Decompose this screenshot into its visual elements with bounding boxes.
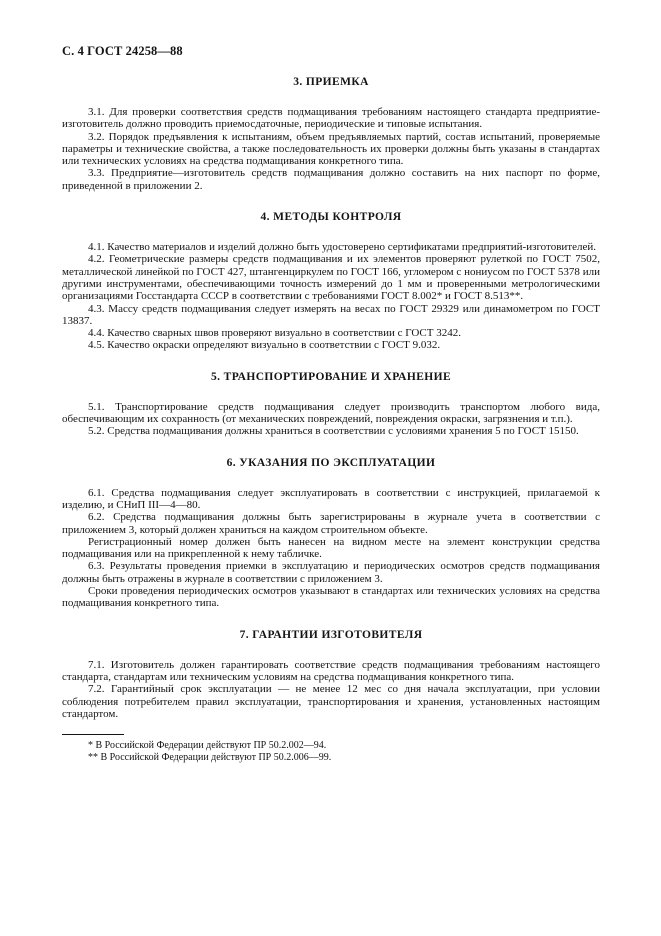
section-title-acceptance: 3. ПРИЕМКА: [293, 76, 369, 88]
section-title-operation: 6. УКАЗАНИЯ ПО ЭКСПЛУАТАЦИИ: [226, 456, 436, 469]
paragraph-7-2: 7.2. Гарантийный срок эксплуатации — не менее 12 мес со дня начала эксплуатации, при условии соблюдения потребителем правил эксплуатации, транспортирования и хранения, установленных настоящим стандартом.: [62, 683, 600, 720]
footnote-2: ** В Российской Федерации действуют ПР 50.2.006—99.: [88, 752, 332, 764]
paragraph-6-1: 6.1. Средства подмащивания следует эксплуатировать в соответствии с инструкцией, прилагаемой к изделию, и СНиП III—4—80.: [62, 486, 600, 511]
paragraph-6-2: 6.2. Средства подмащивания должны быть зарегистрированы в журнале учета в соответствии с приложением 3, который должен храниться на каждом строительном объекте.: [62, 511, 600, 536]
section-title-control-methods: 4. МЕТОДЫ КОНТРОЛЯ: [260, 211, 402, 224]
paragraph-7-1: 7.1. Изготовитель должен гарантировать соответствие средств подмащивания требованиям настоящего стандарта, стандартам или техническим условиям на средства подмащивания конкретного типа.: [62, 658, 600, 683]
paragraph-3-3: 3.3. Предприятие—изготовитель средств подмащивания должно составить на них паспорт по форме, приведенной в приложении 2.: [62, 167, 600, 192]
paragraph-5-2: 5.2. Средства подмащивания должны храниться в соответствии с условиями хранения 5 по ГОСТ 15150.: [88, 425, 579, 438]
paragraph-3-2: 3.2. Порядок предъявления к испытаниям, объем предъявляемых партий, состав испытаний, проверяемые параметры и технические свойства, а также последовательность их проверки должны быть указаны в стандартах или технических условиях на средства подмащивания конкретного типа.: [62, 130, 600, 168]
paragraph-4-4: 4.4. Качество сварных швов проверяют визуально в соответствии с ГОСТ 3242.: [88, 327, 461, 340]
paragraph-4-3: 4.3. Массу средств подмащивания следует измерять на весах по ГОСТ 29329 или динамометром по ГОСТ 13837.: [62, 302, 600, 327]
paragraph-5-1: 5.1. Транспортирование средств подмащивания следует производить транспортом любого вида, обеспечивающим их сохранность (от механических повреждений, повреждения окраски, загрязнения и т.п.).: [62, 400, 600, 426]
paragraph-4-1: 4.1. Качество материалов и изделий должно быть удостоверено сертификатами предприятий-изготовителей.: [88, 241, 596, 254]
paragraph-3-1: 3.1. Для проверки соответствия средств подмащивания требованиям настоящего стандарта предприятие-изготовитель должно проводить приемосдаточные, периодические и типовые испытания.: [62, 106, 600, 131]
paragraph-6-3-note: Сроки проведения периодических осмотров указывают в стандартах или технических условиях на средства подмащивания конкретного типа.: [62, 585, 600, 610]
section-title-warranty: 7. ГАРАНТИИ ИЗГОТОВИТЕЛЯ: [239, 628, 423, 641]
section-title-transport-storage: 5. ТРАНСПОРТИРОВАНИЕ И ХРАНЕНИЕ: [210, 370, 452, 383]
footnote-separator: [62, 734, 124, 735]
paragraph-4-2: 4.2. Геометрические размеры средств подмащивания и их элементов проверяют рулеткой по ГОСТ 7502, металлической линейкой по ГОСТ 427, штангенциркулем по ГОСТ 166, угломером с нониусом по ГОСТ 5378 или другими инструментами, обеспечивающими точность измерений до 1 мм и проверенными метрологическими организациями Госстандарта СССР в соответствии с требованиями ГОСТ 8.002* и ГОСТ 8.513**.: [62, 253, 600, 303]
footnote-1: * В Российской Федерации действуют ПР 50.2.002—94.: [88, 740, 327, 752]
paragraph-4-5: 4.5. Качество окраски определяют визуально в соответствии с ГОСТ 9.032.: [88, 339, 441, 352]
document-body: [62, 76, 600, 764]
paragraph-6-2-note: Регистрационный номер должен быть нанесен на видном месте на элемент конструкции средства подмащивания или на прикрепленной к нему табличке.: [62, 535, 600, 561]
paragraph-6-3: 6.3. Результаты проведения приемки в эксплуатацию и периодических осмотров средств подмащивания должны быть отражены в журнале в соответствии с приложением 3.: [62, 560, 600, 585]
page-header: С. 4 ГОСТ 24258—88: [62, 44, 183, 58]
